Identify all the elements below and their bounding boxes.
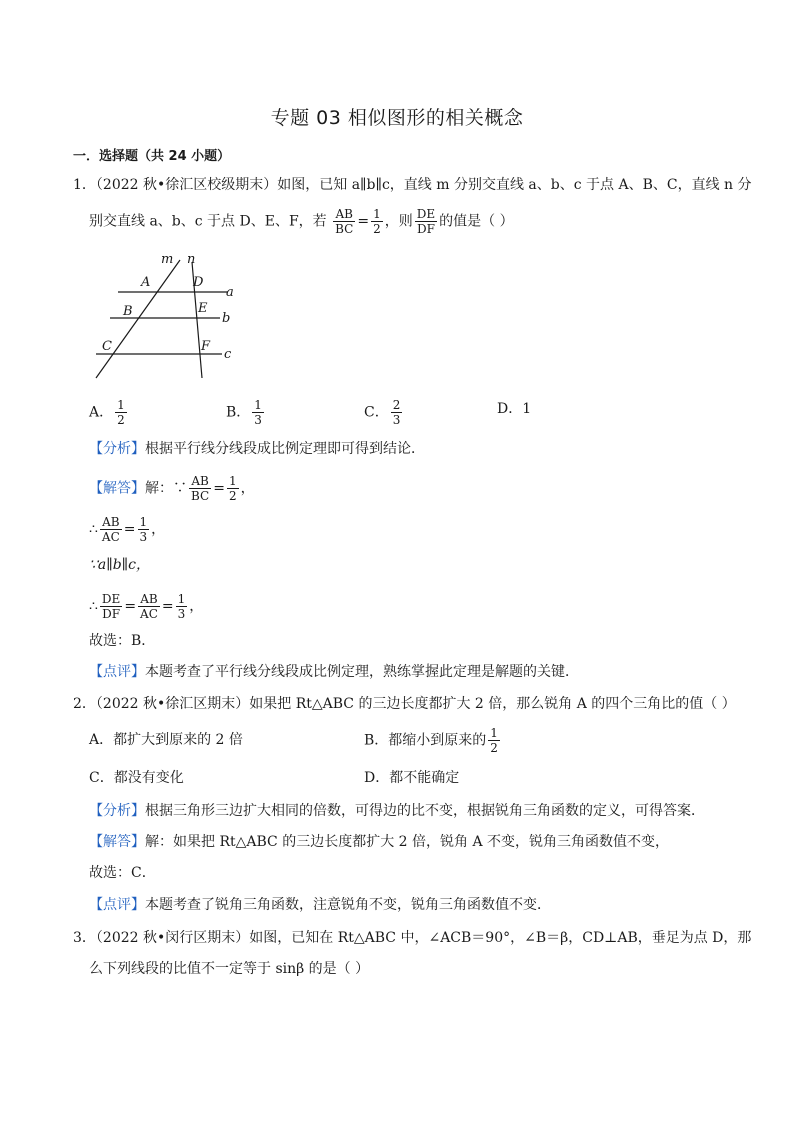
- q1-text2c: 的值是（ ）: [439, 213, 514, 230]
- q2-option-a[interactable]: A．都扩大到原来的 2 倍: [89, 732, 243, 748]
- label-a: a: [226, 285, 234, 300]
- q1-option-a[interactable]: A． $\frac{1}{2}$: [89, 398, 125, 427]
- q2-choose: 故选：C．: [89, 865, 156, 881]
- label-m: m: [161, 252, 174, 267]
- q2-option-d[interactable]: D．都不能确定: [364, 770, 460, 786]
- q2-option-c[interactable]: C．都没有变化: [89, 770, 184, 786]
- q1-text2a: 别交直线 a、b、c 于点 D、E、F，若: [89, 213, 327, 230]
- q2-stem: 2．（2022 秋•徐汇区期末）如果把 Rt△ABC 的三边长度都扩大 2 倍，那么锐角 A 的四个三角比的值（ ）: [73, 696, 736, 712]
- q1-text2b: ，则: [384, 213, 413, 230]
- label-F: F: [201, 339, 211, 354]
- q3-line1: 3．（2022 秋•闵行区期末）如图，已知在 Rt△ABC 中，∠ACB＝90°，∠B＝β，CD⊥AB，垂足为点 D，那: [73, 930, 752, 946]
- q1-text1: 如图，已知 a∥b∥c，直线 m 分别交直线 a、b、c 于点 A、B、C，直线 n 分: [277, 177, 752, 193]
- q1-answer-step2: ∴ $\frac{AB}{AC}$ = $\frac{1}{3}$ ，: [89, 515, 166, 544]
- label-b: b: [222, 311, 231, 326]
- q1-answer-step3: ∵a∥b∥c，: [89, 557, 150, 573]
- equals-sign: =: [357, 213, 370, 230]
- q2-option-b[interactable]: B．都缩小到原来的 $\frac{1}{2}$: [364, 726, 498, 755]
- q3-line2: 么下列线段的比值不一定等于 sinβ 的是（ ）: [89, 961, 370, 977]
- q2-answer: 【解答】解：如果把 Rt△ABC 的三边长度都扩大 2 倍，锐角 A 不变，锐角三角函数值不变，: [89, 834, 670, 850]
- q1-number: 1．: [73, 177, 96, 193]
- q1-line2: [89, 207, 514, 236]
- q1-option-d[interactable]: D．1: [497, 401, 532, 417]
- label-B: B: [123, 304, 133, 319]
- q1-frac-ab-bc: $\frac{AB}{BC}$: [335, 207, 354, 236]
- q1-option-b[interactable]: B． $\frac{1}{3}$: [226, 398, 262, 427]
- q1-frac-half: $\frac{1}{2}$: [373, 207, 381, 236]
- q1-option-c[interactable]: C． $\frac{2}{3}$: [364, 398, 401, 427]
- label-A: A: [141, 275, 151, 290]
- q1-comment: 【点评】本题考查了平行线分线段成比例定理，熟练掌握此定理是解题的关键．: [89, 664, 579, 680]
- label-E: E: [198, 301, 208, 316]
- q1-line1: [73, 174, 752, 196]
- label-C: C: [102, 339, 112, 354]
- q1-answer-step4: ∴ $\frac{DE}{DF}$ = $\frac{AB}{AC}$ = $\frac{1}{3}$ ，: [89, 592, 204, 621]
- q1-figure: [88, 250, 248, 385]
- q1-analysis: 【分析】根据平行线分线段成比例定理即可得到结论．: [89, 441, 425, 457]
- q1-answer-step1: 【解答】解：∵ $\frac{AB}{BC}$ = $\frac{1}{2}$ ，: [89, 474, 255, 503]
- section-heading: 一．选择题（共 24 小题）: [73, 149, 231, 164]
- q2-analysis: 【分析】根据三角形三边扩大相同的倍数，可得边的比不变，根据锐角三角函数的定义，可得答案．: [89, 803, 705, 819]
- line-m: [96, 260, 180, 378]
- q1-choose: 故选：B．: [89, 633, 156, 649]
- page-title: 专题 03 相似图形的相关概念: [270, 107, 524, 129]
- label-c: c: [224, 347, 232, 362]
- q1-frac-de-df: $\frac{DE}{DF}$: [416, 207, 436, 236]
- q2-comment: 【点评】本题考查了锐角三角函数，注意锐角不变，锐角三角函数值不变．: [89, 897, 551, 913]
- label-n: n: [187, 252, 196, 267]
- label-D: D: [193, 275, 204, 290]
- q1-source: （2022 秋•徐汇区校级期末）: [95, 177, 278, 193]
